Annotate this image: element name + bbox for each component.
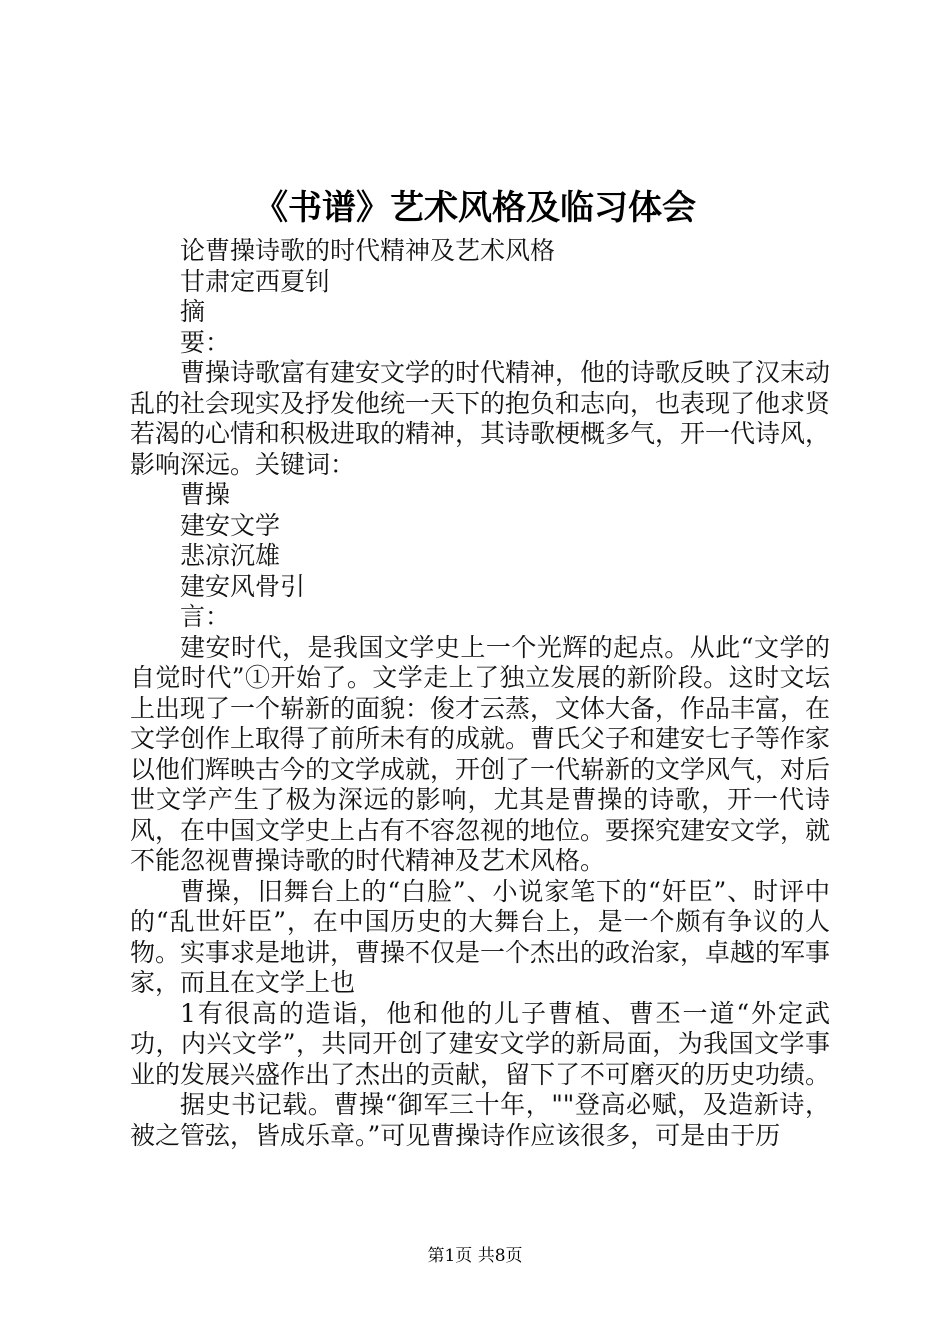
intro-label: 言： <box>180 602 231 631</box>
abstract-label-2: 要： <box>180 327 231 357</box>
body-paragraph: 据史书记载。曹操“御军三十年，""登高必赋，及造新诗，被之管弦，皆成乐章。”可见曹操诗作应该很多，可是由于历 <box>130 1090 830 1150</box>
document-title: 《书谱》艺术风格及临习体会 <box>254 188 696 228</box>
abstract-paragraph: 曹操诗歌富有建安文学的时代精神，他的诗歌反映了汉末动乱的社会现实及抒发他统一天下的抱负和志向，也表现了他求贤若渴的心情和积极进取的精神，其诗歌梗概多气，开一代诗风，影响深远。关键词： <box>130 358 831 479</box>
keyword-item: 建安风骨引 <box>180 571 306 601</box>
document-body <box>130 236 830 1151</box>
abstract-label-1: 摘 <box>180 297 206 326</box>
author: 甘肃定西夏钊 <box>180 266 331 296</box>
body-paragraph: 1有很高的造诣，他和他的儿子曹植、曹丕一道“外定武功，内兴文学”，共同开创了建安文学的新局面，为我国文学事业的发展兴盛作出了杰出的贡献，留下了不可磨灭的历史功绩。 <box>130 998 831 1089</box>
keyword-item: 曹操 <box>180 480 231 509</box>
subtitle: 论曹操诗歌的时代精神及艺术风格 <box>180 236 556 265</box>
page-footer: 第1页 共8页 <box>427 1246 523 1266</box>
body-paragraph: 曹操，旧舞台上的“白脸”、小说家笔下的“奸臣”、时评中的“乱世奸臣”，在中国历史的大舞台上，是一个颇有争议的人物。实事求是地讲，曹操不仅是一个杰出的政治家，卓越的军事家，而且在文学上也 <box>130 876 831 997</box>
keyword-item: 悲凉沉雄 <box>180 541 281 570</box>
keyword-item: 建安文学 <box>180 510 281 540</box>
body-paragraph: 建安时代，是我国文学史上一个光辉的起点。从此“文学的自觉时代”①开始了。文学走上了独立发展的新阶段。这时文坛上出现了一个崭新的面貌：俊才云蒸，文体大备，作品丰富，在文学创作上取得了前所未有的成就。曹氏父子和建安七子等作家以他们辉映古今的文学成就，开创了一代崭新的文学风气，对后世文学产生了极为深远的影响，尤其是曹操的诗歌，开一代诗风，在中国文学史上占有不容忽视的地位。要探究建安文学，就不能忽视曹操诗歌的时代精神及艺术风格。 <box>130 632 831 875</box>
